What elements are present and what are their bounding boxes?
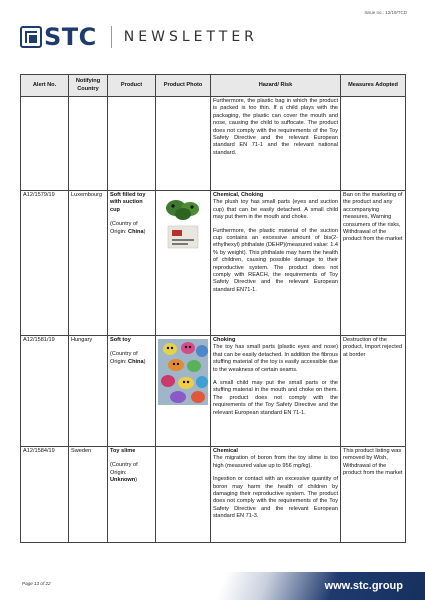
hazard-text: The toy has small parts (plastic eyes and nose) that can be easily detached. In addition the fibrous stuffing material of the toy is easily accessible due to the weakness of certain seams. <box>213 344 338 373</box>
col-hazard-risk: Hazard/ Risk <box>211 75 341 97</box>
page-number: Page 13 of 22 <box>22 581 51 586</box>
cell-empty <box>341 97 406 191</box>
newsletter-header <box>20 22 258 52</box>
notifying-country: Luxembourg <box>69 191 108 336</box>
table-row <box>21 191 406 336</box>
product-origin: (Country of Origin: Unknown) <box>110 462 138 484</box>
hazard-text: A small child may put the small parts or the stuffing material in the mouth and choke on them. The product does not comply with the requirements of the Toy Safety Directive and the relevant European standard EN 71-1. <box>213 380 338 416</box>
hazard-text: The migration of boron from the toy slime is too high (measured value up to 956 mg/kg). <box>213 455 338 469</box>
hazard-title: Choking <box>213 337 236 343</box>
measures-adopted: Ban on the marketing of the product and any accompanying measures, Warning consumers of the risks, Withdrawal of the product from the market <box>341 191 406 336</box>
alerts-table <box>20 74 406 543</box>
alert-no: A12/1584/19 <box>21 447 69 543</box>
product-photo <box>156 447 211 543</box>
product-name: Toy slime <box>110 448 136 454</box>
product <box>108 336 156 447</box>
product-origin: (Country of Origin: China) <box>110 351 146 365</box>
plush-toy-photo <box>160 194 206 254</box>
hazard-text: The plush toy has small parts (eyes and suction cup) that can be easily detached. A small child may put them in the mouth and choke. <box>213 199 338 221</box>
cell-empty <box>108 97 156 191</box>
col-measures-adopted: Measures Adopted <box>341 75 406 97</box>
soft-toys-photo <box>158 339 208 405</box>
notifying-country: Hungary <box>69 336 108 447</box>
header-divider <box>111 26 112 48</box>
product-name: Soft filled toy with suction cup <box>110 192 146 213</box>
cell-empty <box>21 97 69 191</box>
col-alert-no: Alert No. <box>21 75 69 97</box>
col-product-photo: Product Photo <box>156 75 211 97</box>
product-name: Soft toy <box>110 337 131 343</box>
hazard-text: Ingestion or contact with an excessive quantity of boron may harm the health of children by damaging their reproductive system. The product does not comply with the requirements of the Toy Safety Directive and the relevant European standard EN 71-3. <box>213 476 338 520</box>
hazard-title: Chemical <box>213 448 238 454</box>
stc-logo <box>20 23 97 51</box>
measures-adopted: This product listing was removed by Wish, Withdrawal of the product from the market <box>341 447 406 543</box>
table-header-row <box>21 75 406 97</box>
table-row <box>21 447 406 543</box>
table-row <box>21 336 406 447</box>
alert-no: A12/1579/19 <box>21 191 69 336</box>
newsletter-title: NEWSLETTER <box>123 29 258 45</box>
table-row <box>21 97 406 191</box>
col-notifying-country: Notifying Country <box>69 75 108 97</box>
hazard-risk <box>211 191 341 336</box>
hazard-text: Furthermore, the plastic material of the suction cup contains an excessive amount of bis(2-ethylhexyl) phthalate (DEHP)(measured value: 1.4 % by weight). This phthalate may harm the health of children, causing possible damage to their reproductive system. The product does not comply with REACH, the requirements of Toy Safety Directive and the relevant European standard EN71-1. <box>213 227 338 293</box>
cell-empty <box>156 97 211 191</box>
product-photo <box>156 336 211 447</box>
product <box>108 447 156 543</box>
product <box>108 191 156 336</box>
hazard-risk <box>211 447 341 543</box>
col-product: Product <box>108 75 156 97</box>
footer-url: www.stc.group <box>324 580 403 592</box>
notifying-country: Sweden <box>69 447 108 543</box>
product-origin: (Country of Origin: China) <box>110 221 146 235</box>
hazard-continued: Furthermore, the plastic bag in which the product is packed is too thin. If a child plays with the packaging, the plastic can cover the mouth and nose, causing the child to suffocate. The product does not comply with the requirements of the Toy Safety Directive and the relevant European standard EN 71-1 and the relevant national standard. <box>211 97 341 191</box>
cell-empty <box>69 97 108 191</box>
logo-text: STC <box>44 23 97 51</box>
stc-logo-icon <box>20 26 42 48</box>
product-photo <box>156 191 211 336</box>
hazard-risk <box>211 336 341 447</box>
measures-adopted: Destruction of the product, Import rejected at border <box>341 336 406 447</box>
alert-no: A12/1581/19 <box>21 336 69 447</box>
issue-number: Issue no.: 12/19/TCD <box>364 10 407 15</box>
hazard-title: Chemical, Choking <box>213 192 264 198</box>
